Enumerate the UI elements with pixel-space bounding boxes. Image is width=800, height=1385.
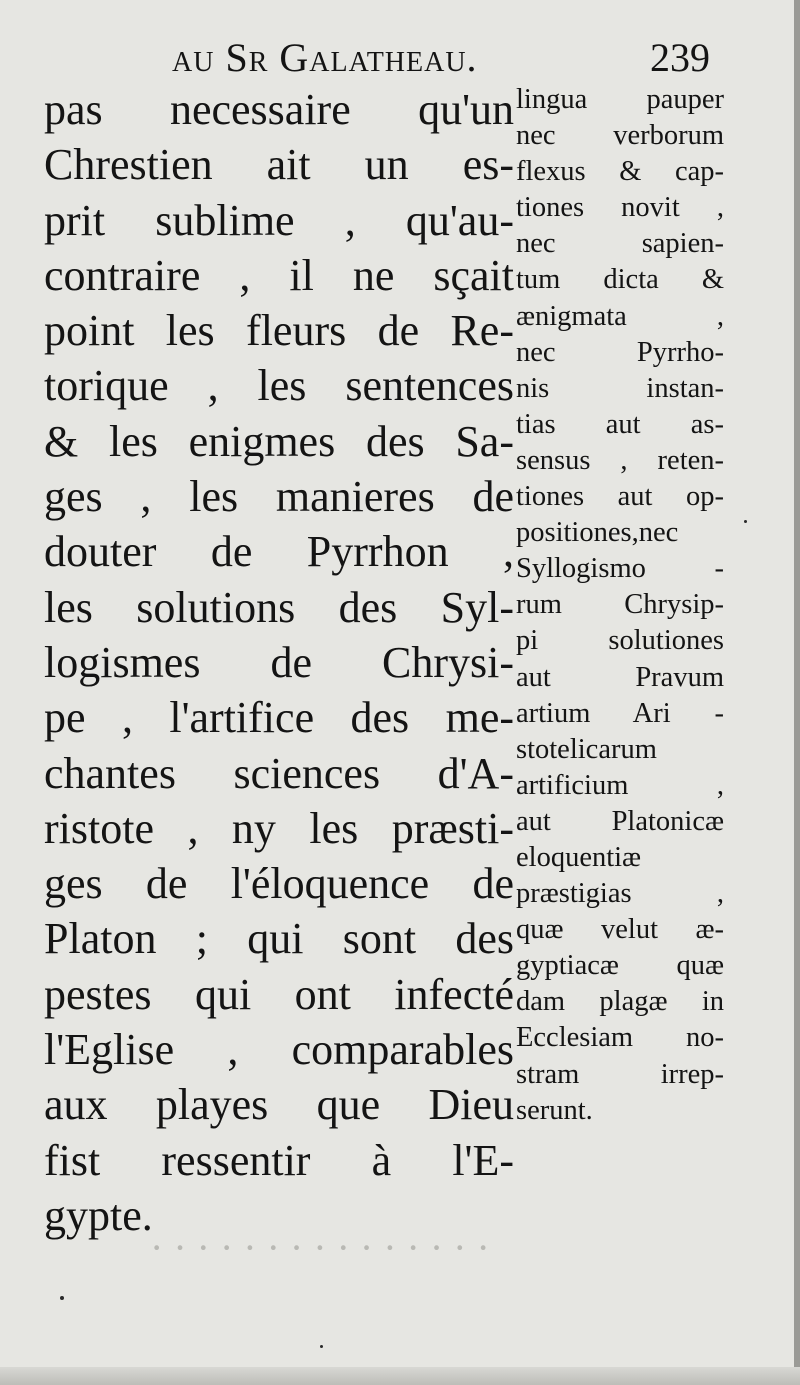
margin-note-line: dam plagæ in bbox=[516, 986, 724, 1018]
margin-note-line: eloquentiæ bbox=[516, 841, 642, 873]
main-text-line: douter de Pyrrhon , bbox=[44, 527, 514, 577]
main-text-line: Chrestien ait un es- bbox=[44, 140, 514, 190]
margin-note-line: tiones novit , bbox=[516, 192, 724, 224]
margin-note-line: serunt. bbox=[516, 1094, 593, 1126]
page-edge-bottom bbox=[0, 1367, 800, 1385]
margin-note-line: aut Platonicæ bbox=[516, 805, 724, 837]
page-edge-right bbox=[794, 0, 800, 1385]
bleed-through-text: · · · · · · · · · · · · · · · bbox=[150, 1225, 490, 1270]
main-text-line: ges , les manieres de bbox=[44, 472, 514, 522]
running-title: au Sr Galatheau. bbox=[172, 35, 478, 80]
margin-note-line: præstigias , bbox=[516, 878, 724, 910]
margin-note-line: pi solutiones bbox=[516, 625, 724, 657]
margin-note-column bbox=[516, 82, 724, 1129]
margin-note-line: positiones,nec bbox=[516, 517, 679, 549]
margin-note-line: nis instan- bbox=[516, 372, 724, 404]
page-number: 239 bbox=[650, 35, 710, 80]
margin-note-line: nec sapien- bbox=[516, 228, 724, 260]
main-text-line: & les enigmes des Sa- bbox=[44, 416, 514, 466]
main-text-line: les solutions des Syl- bbox=[44, 582, 514, 632]
margin-note-line: aut Pravum bbox=[516, 661, 724, 693]
main-text-column bbox=[44, 82, 514, 1243]
margin-note-line: nec Pyrrho- bbox=[516, 336, 724, 368]
margin-note-line: artium Ari - bbox=[516, 697, 724, 729]
ink-speck bbox=[60, 1296, 64, 1300]
main-text-line: pe , l'artifice des me- bbox=[44, 693, 514, 743]
main-text-line: chantes sciences d'A- bbox=[44, 748, 514, 798]
margin-note-line: gyptiacæ quæ bbox=[516, 950, 724, 982]
main-text-line: ges de l'éloquence de bbox=[44, 859, 514, 909]
main-text-line: point les fleurs de Re- bbox=[44, 306, 514, 356]
main-text-line: contraire , il ne sçait bbox=[44, 250, 514, 300]
ink-speck bbox=[744, 520, 747, 523]
margin-note-line: Ecclesiam no- bbox=[516, 1022, 724, 1054]
margin-note-line: stram irrep- bbox=[516, 1058, 724, 1090]
margin-note-line: Syllogismo - bbox=[516, 553, 724, 585]
main-text-line: torique , les sentences bbox=[44, 361, 514, 411]
main-text-line: pestes qui ont infecté bbox=[44, 969, 514, 1019]
margin-note-line: nec verborum bbox=[516, 120, 724, 152]
margin-note-line: lingua pauper bbox=[516, 84, 724, 115]
main-text-line: fist ressentir à l'E- bbox=[44, 1135, 514, 1185]
margin-note-line: flexus & cap- bbox=[516, 156, 724, 188]
main-text-line: gypte. bbox=[44, 1190, 153, 1240]
margin-note-line: quæ velut æ- bbox=[516, 914, 724, 946]
margin-note-line: sensus , reten- bbox=[516, 444, 724, 476]
main-text-line: prit sublime , qu'au- bbox=[44, 195, 514, 245]
margin-note-line: ænigmata , bbox=[516, 300, 724, 332]
margin-note-line: tum dicta & bbox=[516, 264, 724, 296]
main-text-line: logismes de Chrysi- bbox=[44, 637, 514, 687]
main-text-line: pas necessaire qu'un bbox=[44, 85, 514, 134]
main-text-line: ristote , ny les præsti- bbox=[44, 803, 514, 853]
margin-note-line: tiones aut op- bbox=[516, 481, 724, 513]
margin-note-line: tias aut as- bbox=[516, 408, 724, 440]
margin-note-line: rum Chrysip- bbox=[516, 589, 724, 621]
page-header bbox=[0, 28, 800, 84]
margin-note-line: stotelicarum bbox=[516, 733, 657, 765]
ink-speck bbox=[320, 1345, 323, 1348]
main-text-line: aux playes que Dieu bbox=[44, 1080, 514, 1130]
main-text-line: l'Eglise , comparables bbox=[44, 1025, 514, 1075]
main-text-line: Platon ; qui sont des bbox=[44, 914, 514, 964]
margin-note-line: artificium , bbox=[516, 769, 724, 801]
